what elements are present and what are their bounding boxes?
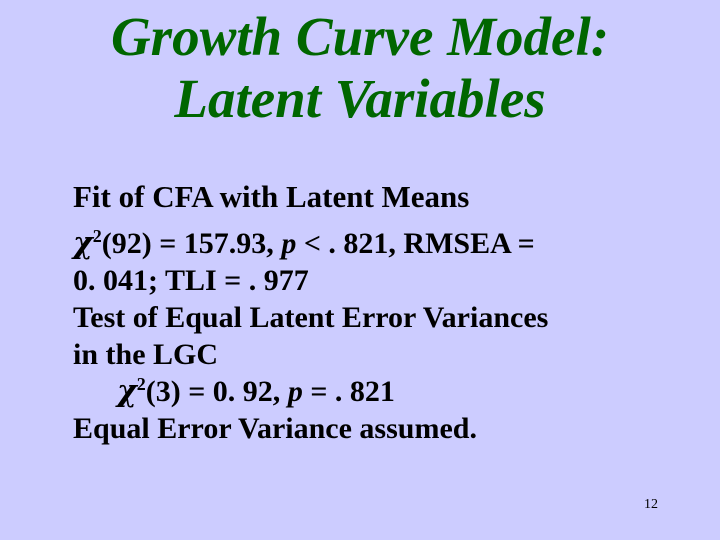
chi-symbol: χ <box>73 226 93 261</box>
test-heading-line-1: Test of Equal Latent Error Variances <box>73 301 549 334</box>
chi-superscript: 2 <box>136 374 146 394</box>
conclusion-line: Equal Error Variance assumed. <box>73 412 477 445</box>
test-text-b: = . 821 <box>302 375 395 408</box>
body-heading: Fit of CFA with Latent Means <box>73 179 470 214</box>
title-line-2: Latent Variables <box>174 68 546 129</box>
test-text-a: (3) = 0. 92, <box>145 375 288 408</box>
fit-text-b: < . 821, RMSEA = <box>296 227 535 260</box>
title-line-1: Growth Curve Model: <box>110 6 610 67</box>
p-symbol: p <box>287 375 303 408</box>
page-number: 12 <box>644 497 658 512</box>
fit-text-a: (92) = 157.93, <box>101 227 282 260</box>
fit-statistics-line <box>73 225 693 262</box>
test-heading-line-2: in the LGC <box>73 338 219 371</box>
slide-body <box>73 178 693 447</box>
slide-title <box>0 6 720 130</box>
test-statistics-line <box>73 373 693 410</box>
fit-statistics-continued: 0. 041; TLI = . 977 <box>73 264 309 297</box>
chi-symbol: χ <box>117 374 137 409</box>
chi-superscript: 2 <box>92 226 102 246</box>
p-symbol: p <box>281 227 297 260</box>
